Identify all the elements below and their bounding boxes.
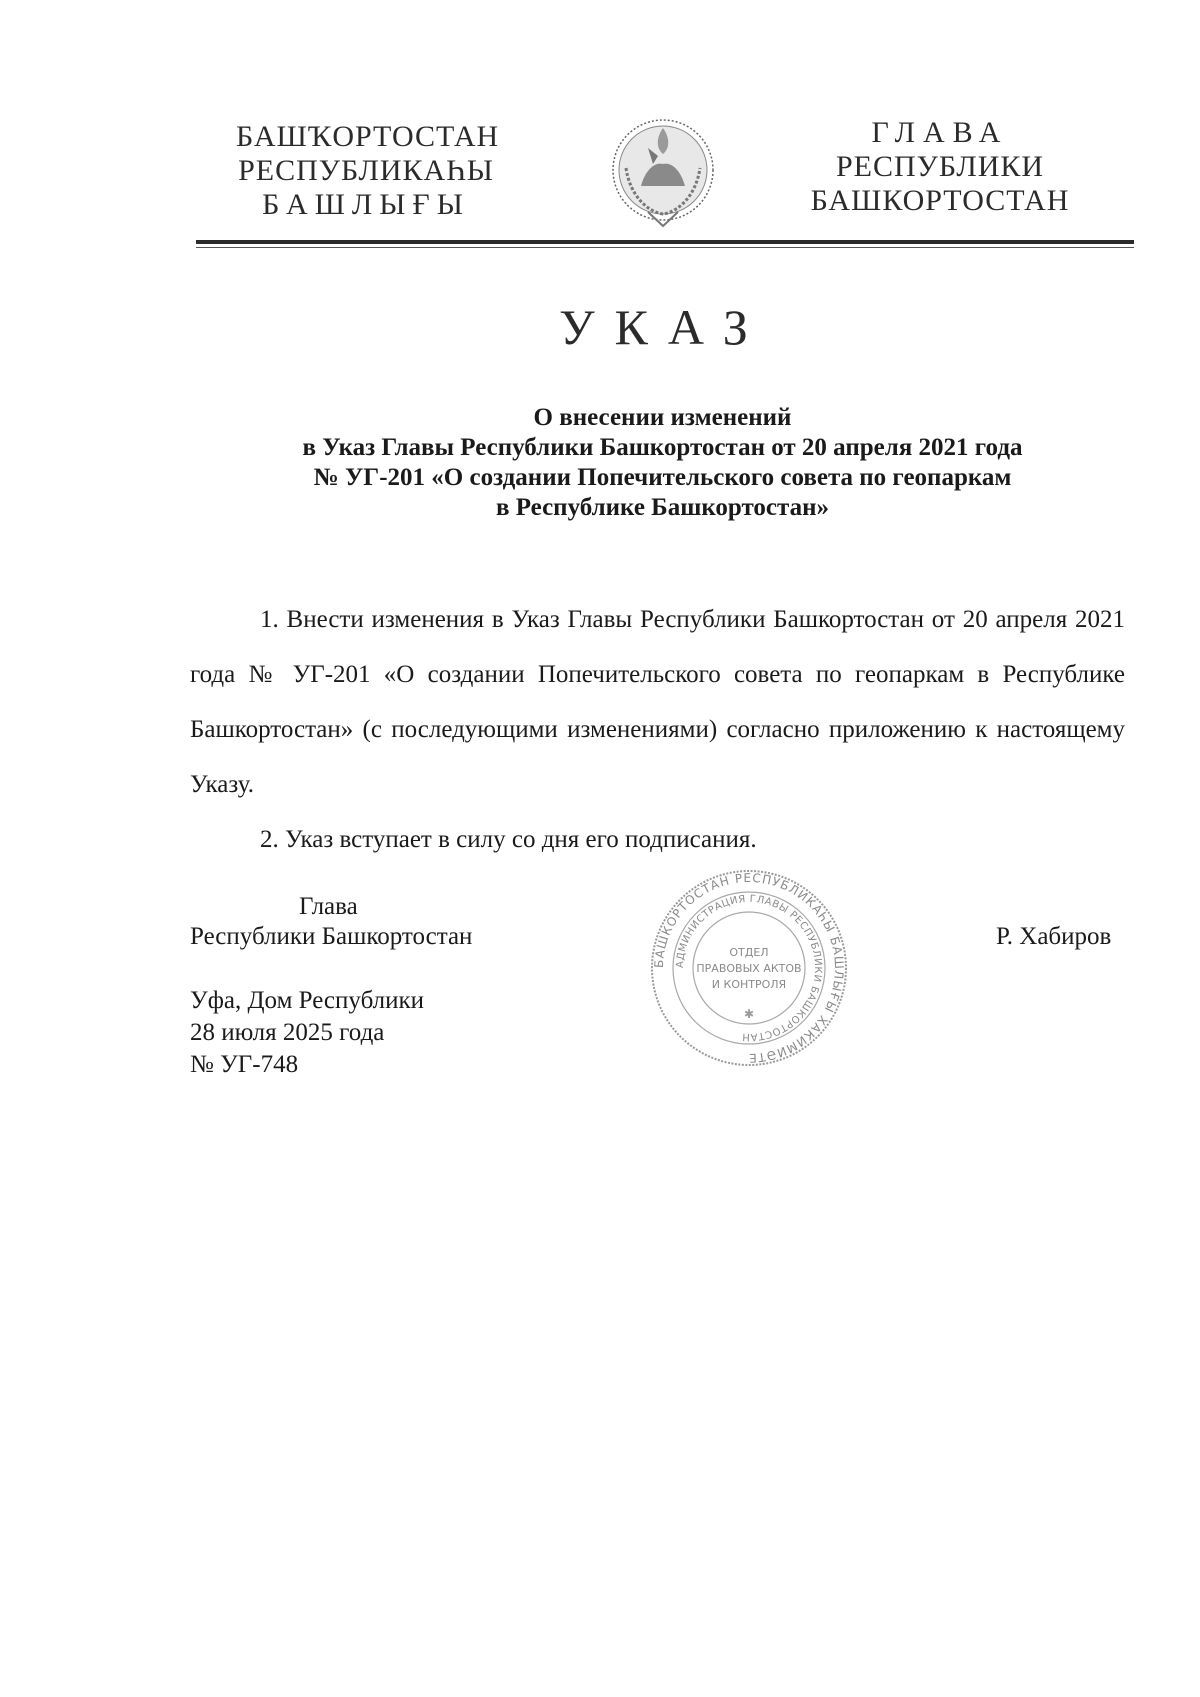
header-right-line-1: ГЛАВА — [871, 116, 1009, 149]
signature-org: Республики Башкортостан — [190, 923, 473, 950]
document-title: УКАЗ — [559, 299, 768, 355]
subject-line-3: № УГ-201 «О создании Попечительского совета по геопаркам — [313, 464, 1012, 491]
seal-outer-text: БАШКОРТОСТАН РЕСПУБЛИКАҺЫ БАШЛЫҒЫ ХАКИМИӘТЕ — [651, 870, 847, 1066]
signature-title: Глава — [299, 893, 358, 920]
subject-line-2: в Указ Главы Республики Башкортостан от 20 апреля 2021 года — [302, 434, 1023, 461]
header-right-line-2: РЕСПУБЛИКИ — [835, 150, 1045, 183]
date-text: 28 июля 2025 года — [190, 1019, 385, 1046]
place-text: Уфа, Дом Республики — [190, 987, 425, 1014]
coat-of-arms-emblem — [608, 108, 718, 234]
header-rule-thick — [196, 240, 1134, 244]
official-seal-stamp — [649, 868, 849, 1068]
subject-line-4: в Республике Башкортостан» — [495, 494, 830, 521]
number-text: № УГ-748 — [190, 1051, 299, 1078]
paragraph-1: 1. Внести изменения в Указ Главы Республики Башкортостан от 20 апреля 2021 года № УГ-201 «О создании Попечительского совета по геопаркам в Республике Башкортостан» (с последующими изменениями) согласно приложению к настоящему Указу. — [190, 606, 1125, 798]
header-rule-thin — [196, 247, 1134, 248]
seal-inner-text: АДМИНИСТРАЦИЯ ГЛАВЫ РЕСПУБЛИКИ БАШКОРТОСТАН — [674, 893, 824, 1043]
seal-center-line-1: ОТДЕЛ — [729, 946, 769, 959]
header-left-line-1: БАШҠОРТОСТАН — [236, 120, 500, 153]
document-subject — [230, 403, 1095, 523]
seal-star-icon: ✱ — [743, 1007, 755, 1021]
subject-line-1: О внесении изменений — [533, 404, 792, 431]
document-body — [190, 592, 1125, 867]
signer-name: Р. Хабиров — [996, 923, 1112, 950]
header-left-line-2: РЕСПУБЛИКАҺЫ — [238, 154, 494, 187]
seal-center-line-2: ПРАВОВЫХ АКТОВ — [696, 962, 802, 975]
seal-center-line-3: И КОНТРОЛЯ — [711, 978, 787, 991]
header-left-block — [236, 120, 500, 222]
header-right-block — [790, 116, 1090, 218]
header-right-line-3: БАШКОРТОСТАН — [810, 184, 1070, 217]
header-left-line-3: БАШЛЫҒЫ — [262, 188, 470, 221]
place-date-block — [190, 985, 424, 1081]
paragraph-2: 2. Указ вступает в силу со дня его подписания. — [260, 826, 757, 853]
